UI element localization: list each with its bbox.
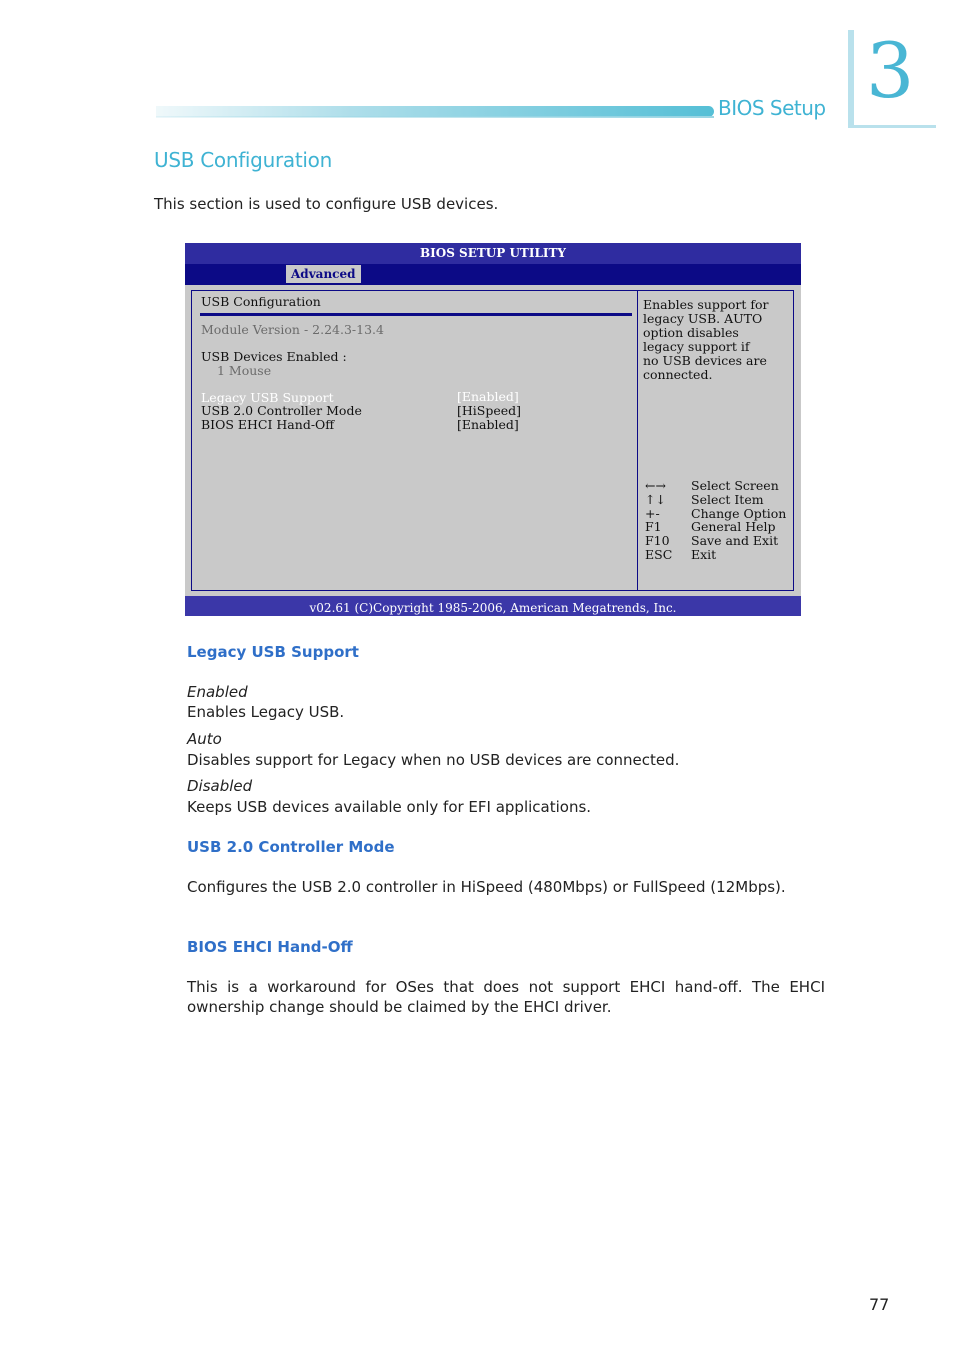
bios-title-separator xyxy=(200,313,632,316)
bios-screen-title: USB Configuration xyxy=(201,294,321,309)
key-name: F10 xyxy=(645,533,670,549)
chapter-number: 3 xyxy=(866,26,915,115)
help-line: option disables xyxy=(643,325,739,340)
heading-ehci-handoff: BIOS EHCI Hand-Off xyxy=(187,938,353,956)
key-name: +- xyxy=(645,505,660,521)
help-line: Enables support for xyxy=(643,297,769,312)
page-title: USB Configuration xyxy=(154,148,332,172)
usb-devices-value: 1 Mouse xyxy=(217,363,272,378)
page-number: 77 xyxy=(869,1295,890,1314)
key-name: F1 xyxy=(645,519,662,535)
key-action: Save and Exit xyxy=(691,533,779,549)
setting-usb20-mode-label[interactable]: USB 2.0 Controller Mode xyxy=(201,403,362,418)
key-action: Select Item xyxy=(691,491,764,507)
key-row xyxy=(645,479,786,493)
option-desc-auto: Disables support for Legacy when no USB devices are connected. xyxy=(187,751,680,769)
key-name: ←→ xyxy=(645,478,666,493)
option-name-auto: Auto xyxy=(187,730,222,748)
usb-devices-label: USB Devices Enabled : xyxy=(201,349,347,364)
help-line: no USB devices are xyxy=(643,353,767,368)
header-section-title: BIOS Setup xyxy=(718,96,826,120)
help-line: connected. xyxy=(643,367,713,382)
key-row xyxy=(645,534,786,548)
setting-legacy-usb-value[interactable]: [Enabled] xyxy=(457,389,519,404)
setting-ehci-handoff-value[interactable]: [Enabled] xyxy=(457,417,519,432)
option-desc-disabled: Keeps USB devices available only for EFI applications. xyxy=(187,798,592,816)
bios-help-text xyxy=(643,298,783,382)
bios-title-bar: BIOS SETUP UTILITY xyxy=(185,243,801,264)
key-name: ESC xyxy=(645,546,673,562)
setting-ehci-handoff-label[interactable]: BIOS EHCI Hand-Off xyxy=(201,417,335,432)
key-action: Exit xyxy=(691,546,717,562)
setting-usb20-mode-value[interactable]: [HiSpeed] xyxy=(457,403,522,418)
key-row xyxy=(645,493,786,507)
option-name-enabled: Enabled xyxy=(187,683,248,701)
option-desc-enabled: Enables Legacy USB. xyxy=(187,703,345,721)
bios-screen xyxy=(185,243,801,616)
bios-key-legend xyxy=(645,479,786,562)
tab-advanced[interactable]: Advanced xyxy=(286,265,361,283)
help-line: legacy support if xyxy=(643,339,750,354)
key-row xyxy=(645,520,786,534)
key-action: Change Option xyxy=(691,505,787,521)
setting-legacy-usb-label[interactable]: Legacy USB Support xyxy=(201,390,334,405)
bios-footer: v02.61 (C)Copyright 1985-2006, American Megatrends, Inc. xyxy=(185,596,801,616)
key-name: ↑↓ xyxy=(645,491,666,507)
module-version: Module Version - 2.24.3-13.4 xyxy=(201,322,384,337)
intro-text: This section is used to configure USB devices. xyxy=(154,195,499,213)
key-action: Select Screen xyxy=(691,478,779,493)
bios-menu-bar xyxy=(185,264,801,285)
ehci-handoff-body: This is a workaround for OSes that does not support EHCI hand-off. The EHCI ownership change should be claimed by the EHCI driver. xyxy=(187,978,825,1016)
heading-usb20-mode: USB 2.0 Controller Mode xyxy=(187,838,395,856)
usb20-mode-body: Configures the USB 2.0 controller in HiSpeed (480Mbps) or FullSpeed (12Mbps). xyxy=(187,878,786,896)
heading-legacy-usb: Legacy USB Support xyxy=(187,643,359,661)
option-name-disabled: Disabled xyxy=(187,777,253,795)
header-decor-line xyxy=(156,116,714,118)
help-line: legacy USB. AUTO xyxy=(643,311,763,326)
key-row xyxy=(645,507,786,521)
key-row xyxy=(645,548,786,562)
key-action: General Help xyxy=(691,519,776,535)
